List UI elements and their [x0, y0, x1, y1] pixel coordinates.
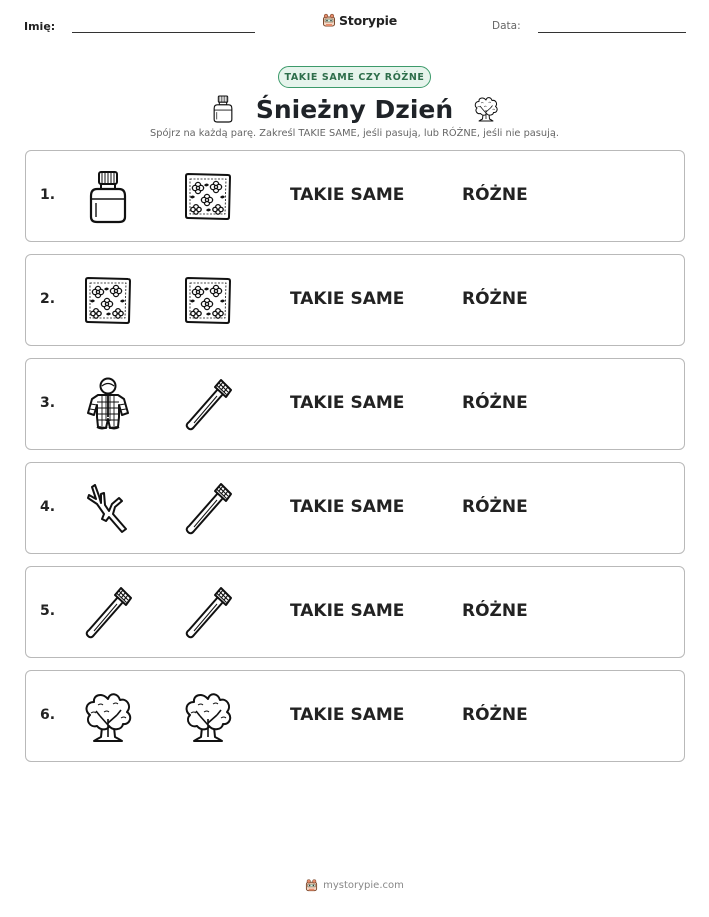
different-option[interactable]: RÓŻNE [462, 601, 528, 621]
different-option[interactable]: RÓŻNE [462, 289, 528, 309]
toothbrush-icon [182, 481, 234, 537]
tree-icon [182, 689, 234, 745]
instructions: Spójrz na każdą parę. Zakreśl TAKIE SAME, jeśli pasują, lub RÓŻNE, jeśli nie pasują. [150, 128, 559, 139]
page-footer [0, 878, 709, 893]
same-option[interactable]: TAKIE SAME [290, 497, 405, 517]
bottle-icon [82, 169, 134, 225]
question-number: 6. [40, 707, 56, 723]
question-row [25, 254, 685, 346]
toothbrush-icon [182, 377, 234, 433]
name-field-line[interactable] [72, 32, 255, 33]
tree-icon [82, 689, 134, 745]
flower-pattern-icon [182, 169, 234, 225]
question-number: 2. [40, 291, 56, 307]
bottle-icon [210, 93, 236, 125]
toothbrush-icon [82, 585, 134, 641]
date-field-line[interactable] [538, 32, 686, 33]
question-number: 1. [40, 187, 56, 203]
question-row [25, 150, 685, 242]
name-label: Imię: [24, 20, 56, 33]
worksheet-type-badge: TAKIE SAME CZY RÓŻNE [278, 66, 431, 88]
question-row [25, 566, 685, 658]
tree-icon [473, 93, 499, 125]
brand-name: Storypie [339, 13, 397, 28]
page-title: Śnieżny Dzień [255, 94, 454, 124]
question-row [25, 670, 685, 762]
branch-icon [82, 481, 134, 537]
storypie-logo-icon [322, 13, 336, 28]
brand [322, 13, 397, 28]
same-option[interactable]: TAKIE SAME [290, 185, 405, 205]
question-number: 5. [40, 603, 56, 619]
storypie-logo-icon [305, 878, 318, 893]
question-number: 3. [40, 395, 56, 411]
same-option[interactable]: TAKIE SAME [290, 289, 405, 309]
same-option[interactable]: TAKIE SAME [290, 601, 405, 621]
snowsuit-icon [82, 377, 134, 433]
question-row [25, 462, 685, 554]
toothbrush-icon [182, 585, 234, 641]
different-option[interactable]: RÓŻNE [462, 497, 528, 517]
page-header [0, 0, 709, 50]
different-option[interactable]: RÓŻNE [462, 705, 528, 725]
question-number: 4. [40, 499, 56, 515]
footer-site: mystorypie.com [323, 880, 404, 891]
same-option[interactable]: TAKIE SAME [290, 705, 405, 725]
same-option[interactable]: TAKIE SAME [290, 393, 405, 413]
question-row [25, 358, 685, 450]
question-list [25, 150, 685, 774]
different-option[interactable]: RÓŻNE [462, 393, 528, 413]
date-label: Data: [492, 20, 521, 32]
flower-pattern-icon [182, 273, 234, 329]
flower-pattern-icon [82, 273, 134, 329]
title-row [0, 90, 709, 128]
different-option[interactable]: RÓŻNE [462, 185, 528, 205]
